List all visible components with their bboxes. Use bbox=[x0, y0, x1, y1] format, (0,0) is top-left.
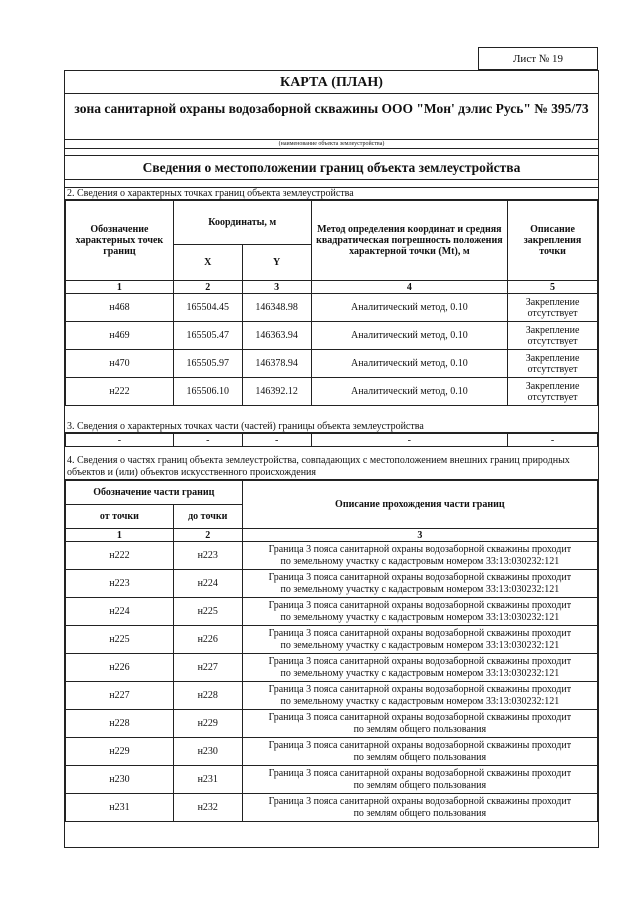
method: Аналитический метод, 0.10 bbox=[311, 378, 507, 406]
to-point: н228 bbox=[173, 682, 242, 710]
from-point: н228 bbox=[66, 710, 174, 738]
section-heading: Сведения о местоположении границ объекта землеустройства bbox=[65, 156, 598, 180]
col-number: 2 bbox=[173, 281, 242, 294]
part-description-line: Граница 3 пояса санитарной охраны водозаборной скважины проходит bbox=[268, 739, 572, 751]
from-point: н227 bbox=[66, 682, 174, 710]
coord-x: 165506.10 bbox=[173, 378, 242, 406]
table-row bbox=[66, 570, 598, 598]
col-number: 3 bbox=[242, 529, 597, 542]
part-description-line: по землям общего пользования bbox=[353, 751, 487, 763]
coord-y: 146363.94 bbox=[242, 322, 311, 350]
empty-cell: - bbox=[508, 434, 598, 447]
point-id: н468 bbox=[66, 294, 174, 322]
col-number: 1 bbox=[66, 529, 174, 542]
points-table bbox=[65, 200, 598, 406]
to-point: н226 bbox=[173, 626, 242, 654]
table-row bbox=[66, 434, 598, 447]
to-point: н224 bbox=[173, 570, 242, 598]
from-point: н231 bbox=[66, 794, 174, 822]
empty-cell: - bbox=[173, 434, 242, 447]
table-row bbox=[66, 598, 598, 626]
part-description bbox=[242, 542, 597, 570]
fixing: Закрепление отсутствует bbox=[508, 294, 598, 322]
spacer bbox=[65, 149, 598, 156]
section4-title: 4. Сведения о частях границ объекта землеустройства, совпадающих с местоположением внешних границ природных объектов и (или) объектов искусственного происхождения bbox=[65, 451, 598, 480]
empty-cell: - bbox=[242, 434, 311, 447]
object-name-caption: (наименование объекта землеустройства) bbox=[65, 140, 598, 149]
fixing: Закрепление отсутствует bbox=[508, 350, 598, 378]
from-point: н230 bbox=[66, 766, 174, 794]
part-description-line: Граница 3 пояса санитарной охраны водозаборной скважины проходит bbox=[268, 543, 572, 555]
table-row bbox=[66, 794, 598, 822]
col-method: Метод определения координат и средняя квадратическая погрешность положения характерной точки (Mt), м bbox=[311, 201, 507, 281]
from-point: н224 bbox=[66, 598, 174, 626]
from-point: н222 bbox=[66, 542, 174, 570]
table-row bbox=[66, 654, 598, 682]
from-point: н226 bbox=[66, 654, 174, 682]
to-point: н229 bbox=[173, 710, 242, 738]
method: Аналитический метод, 0.10 bbox=[311, 322, 507, 350]
col-designation: Обозначение характерных точек границ bbox=[66, 201, 174, 281]
col-x: X bbox=[173, 245, 242, 281]
col-number: 2 bbox=[173, 529, 242, 542]
table-row bbox=[66, 542, 598, 570]
to-point: н231 bbox=[173, 766, 242, 794]
sheet-number: Лист № 19 bbox=[478, 47, 598, 70]
col-number: 4 bbox=[311, 281, 507, 294]
section2-title: 2. Сведения о характерных точках границ объекта землеустройства bbox=[65, 188, 598, 200]
fixing: Закрепление отсутствует bbox=[508, 322, 598, 350]
from-point: н229 bbox=[66, 738, 174, 766]
fixing: Закрепление отсутствует bbox=[508, 378, 598, 406]
section3-title: 3. Сведения о характерных точках части (частей) границы объекта землеустройства bbox=[65, 421, 598, 433]
part-description bbox=[242, 710, 597, 738]
col-part: Обозначение части границ bbox=[66, 481, 243, 505]
table-row bbox=[66, 738, 598, 766]
map-title: КАРТА (ПЛАН) bbox=[65, 71, 598, 94]
to-point: н227 bbox=[173, 654, 242, 682]
part-description bbox=[242, 598, 597, 626]
to-point: н230 bbox=[173, 738, 242, 766]
part-description bbox=[242, 682, 597, 710]
col-y: Y bbox=[242, 245, 311, 281]
coord-y: 146378.94 bbox=[242, 350, 311, 378]
document-frame bbox=[64, 70, 599, 848]
col-from: от точки bbox=[66, 505, 174, 529]
coord-x: 165505.47 bbox=[173, 322, 242, 350]
table-row bbox=[66, 294, 598, 322]
part-description bbox=[242, 654, 597, 682]
part-description-line: по землям общего пользования bbox=[353, 723, 487, 735]
empty-cell: - bbox=[311, 434, 508, 447]
part-points-table bbox=[65, 433, 598, 447]
part-description-line: Граница 3 пояса санитарной охраны водозаборной скважины проходит bbox=[268, 655, 572, 667]
col-number: 5 bbox=[508, 281, 598, 294]
col-coordinates: Координаты, м bbox=[173, 201, 311, 245]
from-point: н225 bbox=[66, 626, 174, 654]
part-description-line: по земельному участку с кадастровым номером 33:13:030232:121 bbox=[280, 639, 560, 651]
col-part-desc: Описание прохождения части границ bbox=[242, 481, 597, 529]
col-number: 1 bbox=[66, 281, 174, 294]
col-to: до точки bbox=[173, 505, 242, 529]
spacer bbox=[65, 180, 598, 188]
part-description-line: Граница 3 пояса санитарной охраны водозаборной скважины проходит bbox=[268, 627, 572, 639]
point-id: н222 bbox=[66, 378, 174, 406]
coord-y: 146348.98 bbox=[242, 294, 311, 322]
part-description-line: Граница 3 пояса санитарной охраны водозаборной скважины проходит bbox=[268, 599, 572, 611]
part-description bbox=[242, 738, 597, 766]
part-description-line: по землям общего пользования bbox=[353, 807, 487, 819]
table-row bbox=[66, 626, 598, 654]
table-row bbox=[66, 766, 598, 794]
empty-cell: - bbox=[66, 434, 174, 447]
part-description bbox=[242, 766, 597, 794]
part-description bbox=[242, 570, 597, 598]
table-row bbox=[66, 350, 598, 378]
part-description bbox=[242, 794, 597, 822]
coord-x: 165504.45 bbox=[173, 294, 242, 322]
part-description-line: по земельному участку с кадастровым номером 33:13:030232:121 bbox=[280, 695, 560, 707]
part-description-line: Граница 3 пояса санитарной охраны водозаборной скважины проходит bbox=[268, 795, 572, 807]
col-number: 3 bbox=[242, 281, 311, 294]
to-point: н223 bbox=[173, 542, 242, 570]
table-row bbox=[66, 682, 598, 710]
part-description-line: Граница 3 пояса санитарной охраны водозаборной скважины проходит bbox=[268, 683, 572, 695]
boundary-parts-table bbox=[65, 480, 598, 822]
method: Аналитический метод, 0.10 bbox=[311, 350, 507, 378]
col-description: Описание закрепления точки bbox=[508, 201, 598, 281]
table-row bbox=[66, 322, 598, 350]
point-id: н469 bbox=[66, 322, 174, 350]
part-description-line: Граница 3 пояса санитарной охраны водозаборной скважины проходит bbox=[268, 571, 572, 583]
coord-y: 146392.12 bbox=[242, 378, 311, 406]
part-description-line: Граница 3 пояса санитарной охраны водозаборной скважины проходит bbox=[268, 711, 572, 723]
point-id: н470 bbox=[66, 350, 174, 378]
from-point: н223 bbox=[66, 570, 174, 598]
to-point: н232 bbox=[173, 794, 242, 822]
part-description-line: по земельному участку с кадастровым номером 33:13:030232:121 bbox=[280, 583, 560, 595]
object-name: зона санитарной охраны водозаборной скважины ООО "Мон' дэлис Русь" № 395/73 bbox=[65, 94, 598, 140]
table-row bbox=[66, 378, 598, 406]
table-row bbox=[66, 710, 598, 738]
coord-x: 165505.97 bbox=[173, 350, 242, 378]
part-description-line: по земельному участку с кадастровым номером 33:13:030232:121 bbox=[280, 611, 560, 623]
part-description-line: Граница 3 пояса санитарной охраны водозаборной скважины проходит bbox=[268, 767, 572, 779]
part-description-line: по землям общего пользования bbox=[353, 779, 487, 791]
part-description-line: по земельному участку с кадастровым номером 33:13:030232:121 bbox=[280, 555, 560, 567]
method: Аналитический метод, 0.10 bbox=[311, 294, 507, 322]
to-point: н225 bbox=[173, 598, 242, 626]
part-description-line: по земельному участку с кадастровым номером 33:13:030232:121 bbox=[280, 667, 560, 679]
part-description bbox=[242, 626, 597, 654]
